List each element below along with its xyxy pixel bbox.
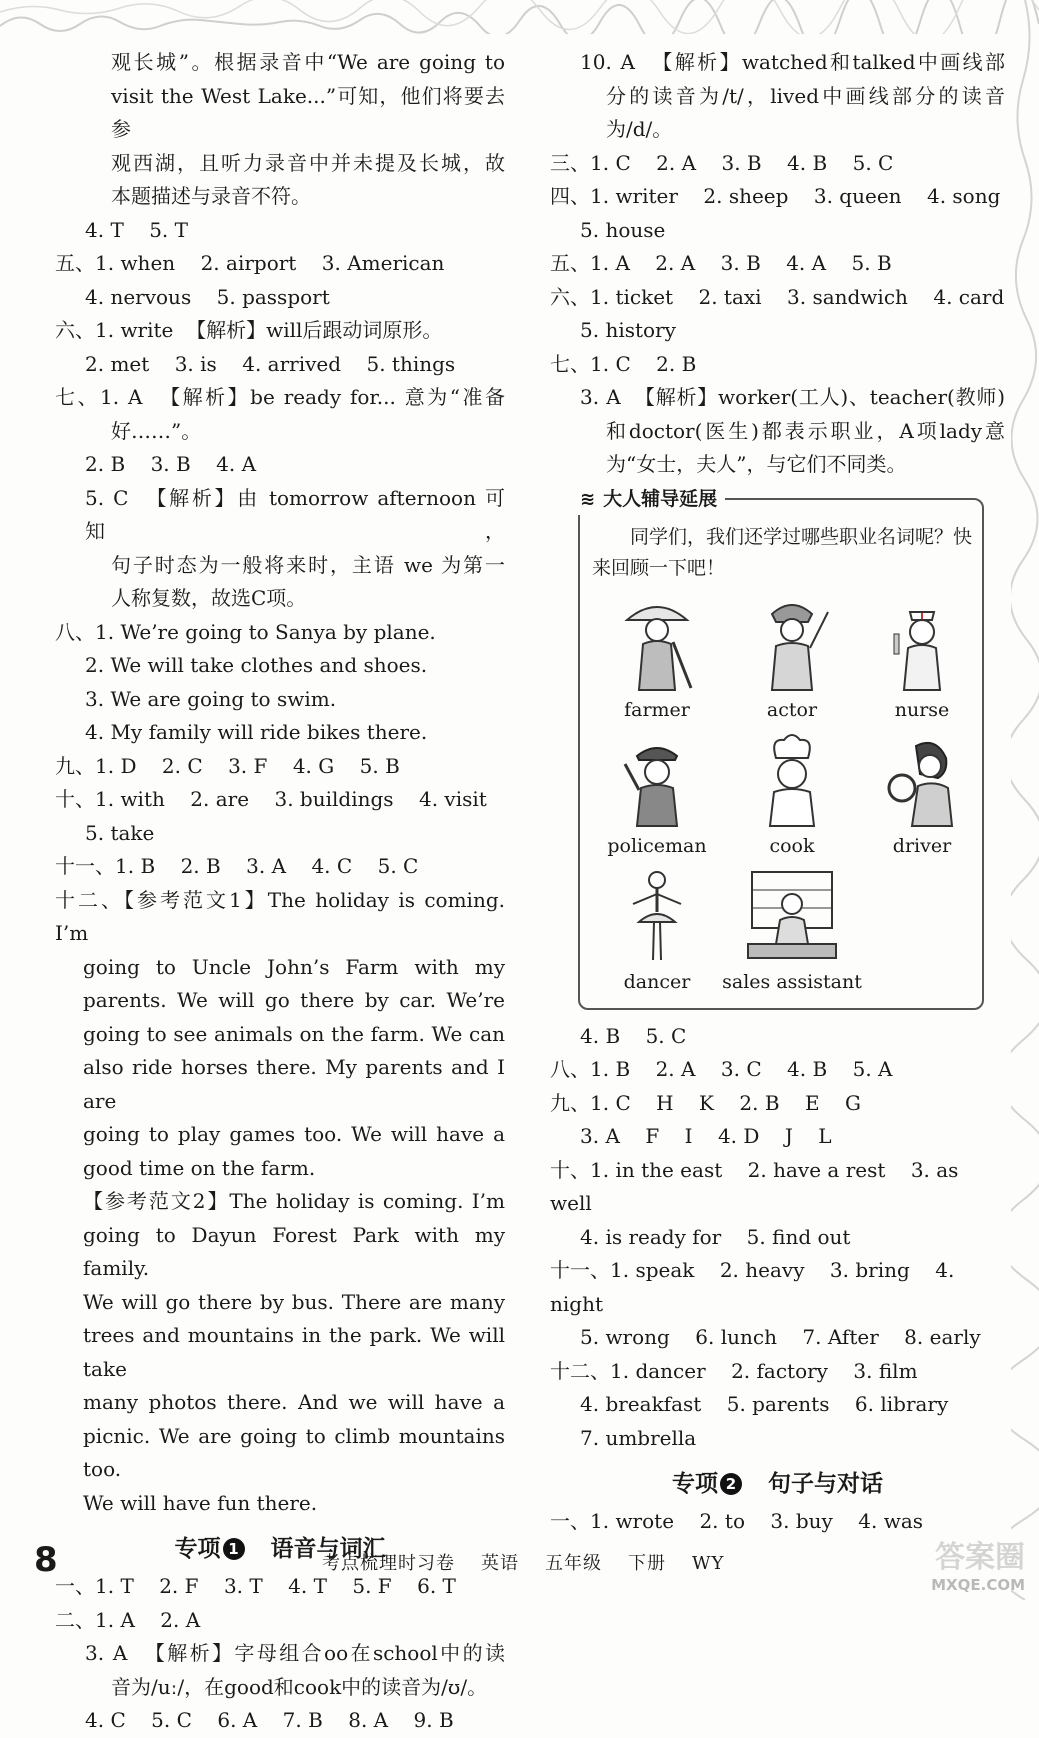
section-prefix: 专项	[672, 1471, 718, 1497]
answer-line: 七、1. C 2. B	[550, 351, 697, 376]
essay-line: We will go there by bus. There are many	[83, 1289, 505, 1314]
essay-line: 【参考范文2】The holiday is coming. I’m	[83, 1189, 505, 1213]
answer-line: 人称复数，故选C项。	[111, 586, 307, 610]
answer-line: 十一、1. speak 2. heavy 3. bring 4. night	[550, 1258, 961, 1316]
footer-term: 下册	[628, 1553, 666, 1574]
farmer-illustration	[607, 592, 707, 692]
footer-edition: WY	[692, 1553, 725, 1574]
essay-line: picnic. We are going to climb mountains too.	[83, 1423, 512, 1481]
answer-line: 3. A 【解析】字母组合oo在school中的读	[85, 1641, 505, 1665]
essay-line: trees and mountains in the park. We will take	[83, 1323, 512, 1381]
answer-line: 为/d/。	[606, 117, 673, 141]
essay-line: We will have fun there.	[83, 1490, 318, 1515]
section-title: 句子与对话	[768, 1471, 883, 1497]
sales-assistant-illustration	[742, 864, 842, 964]
section-number-badge: 1	[223, 1538, 245, 1560]
answer-line: 五、1. A 2. A 3. B 4. A 5. B	[550, 251, 892, 275]
answer-line: 10. A 【解析】watched和talked中画线部	[580, 50, 1005, 74]
essay-line: many photos there. And we will have a	[83, 1390, 505, 1414]
section-prefix: 专项	[174, 1536, 221, 1562]
essay-line: going to Uncle John’s Farm with my	[83, 954, 505, 979]
answer-line: 观西湖，且听力录音中并未提及长城，故	[111, 150, 505, 175]
answer-line: 句子时态为一般将来时，主语 we 为第一	[111, 552, 505, 577]
answer-line: 观长城”。根据录音中“We are going to	[111, 50, 505, 74]
essay-line: 十二、【参考范文1】The holiday is coming. I’m	[55, 887, 512, 945]
occupation-label: nurse	[894, 698, 950, 721]
answer-line: 4. My family will ride bikes there.	[85, 720, 428, 744]
essay-line: going to Dayun Forest Park with my family.	[83, 1222, 512, 1280]
occupation-sales-assistant	[722, 864, 862, 996]
answer-line: 3. We are going to swim.	[85, 686, 337, 711]
top-decorative-border	[0, 0, 1039, 34]
answer-line: 九、1. C H K 2. B E G	[550, 1090, 861, 1115]
occupation-label: cook	[769, 834, 815, 857]
answer-line: 一、1. wrote 2. to 3. buy 4. was	[550, 1509, 924, 1533]
essay-line: parents. We will go there by car. We’re	[83, 988, 505, 1012]
answer-line: 2. B 3. B 4. A	[85, 452, 257, 476]
box-title: ≋ 大人辅导延展	[576, 484, 725, 515]
answer-line: 本题描述与录音不符。	[111, 184, 311, 208]
occupation-label: actor	[766, 698, 818, 721]
occupation-label: policeman	[607, 834, 707, 857]
occupation-label: dancer	[623, 970, 691, 993]
answer-line: 六、1. ticket 2. taxi 3. sandwich 4. card	[550, 284, 1005, 309]
footer-subject: 英语	[481, 1553, 519, 1574]
answer-line: 3. A 【解析】worker(工人)、teacher(教师)	[580, 385, 1005, 409]
occupation-farmer	[592, 592, 722, 724]
answer-line: 5. wrong 6. lunch 7. After 8. early	[580, 1325, 981, 1349]
answer-line: 十、1. with 2. are 3. buildings 4. visit	[55, 787, 487, 811]
essay-line: also ride horses there. My parents and I are	[83, 1055, 512, 1113]
essay-line: good time on the farm.	[83, 1155, 316, 1180]
box-text: 同学们，我们还学过哪些职业名词呢？快来回顾一下吧！	[592, 525, 973, 579]
answer-line: 二、1. A 2. A	[55, 1607, 201, 1632]
footer-book-title: 考点梳理时习卷	[322, 1553, 455, 1574]
occupation-dancer	[592, 864, 722, 996]
answer-line: 四、1. writer 2. sheep 3. queen 4. song	[550, 184, 1001, 208]
waves-icon: ≋	[580, 488, 596, 510]
answer-line: 3. A F I 4. D J L	[580, 1124, 832, 1148]
answer-line: 好……”。	[111, 418, 202, 443]
section-heading-2	[550, 1467, 1005, 1501]
left-column	[55, 46, 512, 1738]
occupation-grid	[592, 592, 972, 996]
answer-line: 4. breakfast 5. parents 6. library	[580, 1392, 949, 1416]
answer-line: 音为/uː/，在good和cook中的读音为/ʊ/。	[111, 1674, 488, 1699]
answer-line: visit the West Lake...”可知，他们将要去参	[111, 83, 505, 141]
driver-illustration	[872, 728, 972, 828]
right-decorative-border	[1011, 0, 1039, 1600]
occupation-actor	[722, 592, 862, 724]
section-number-badge: 2	[720, 1473, 742, 1495]
occupation-policeman	[592, 728, 722, 860]
answer-line: 2. met 3. is 4. arrived 5. things	[85, 351, 456, 376]
answer-line: 十一、1. B 2. B 3. A 4. C 5. C	[55, 854, 419, 878]
essay-line: going to play games too. We will have a	[83, 1122, 505, 1146]
answer-line: 九、1. D 2. C 3. F 4. G 5. B	[55, 753, 400, 778]
answer-line: 五、1. when 2. airport 3. American	[55, 251, 445, 275]
occupation-driver	[862, 728, 982, 860]
section-title: 语音与词汇	[270, 1536, 386, 1562]
nurse-illustration	[872, 592, 972, 692]
answer-line: 分的读音为/t/，lived中画线部分的读音	[606, 83, 1005, 108]
answer-line: 为“女士，夫人”，与它们不同类。	[606, 452, 907, 476]
occupation-cook	[722, 728, 862, 860]
answer-line: 4. nervous 5. passport	[85, 284, 330, 309]
actor-illustration	[742, 592, 842, 692]
page-number: 8	[34, 1540, 58, 1580]
answer-line: 和doctor(医生)都表示职业，A项lady意	[606, 418, 1005, 443]
answer-line: 5. take	[85, 820, 155, 845]
answer-line: 5. C 【解析】由 tomorrow afternoon 可知，	[85, 485, 505, 543]
occupation-label: farmer	[624, 698, 690, 721]
cook-illustration	[742, 728, 842, 828]
occupation-nurse	[862, 592, 982, 724]
answer-line: 六、1. write 【解析】will后跟动词原形。	[55, 318, 443, 342]
answer-line: 十、1. in the east 2. have a rest 3. as well	[550, 1157, 965, 1215]
occupation-label: driver	[892, 834, 952, 857]
answer-line: 2. We will take clothes and shoes.	[85, 653, 428, 677]
footer-grade: 五年级	[545, 1553, 602, 1574]
parent-tutoring-box	[578, 487, 984, 1010]
answer-line: 4. B 5. C	[580, 1023, 687, 1048]
answer-line: 三、1. C 2. A 3. B 4. B 5. C	[550, 150, 894, 175]
footer-book-info	[322, 1551, 750, 1577]
answer-line: 一、1. T 2. F 3. T 4. T 5. F 6. T	[55, 1574, 456, 1598]
answer-line: 七、1. A 【解析】be ready for... 意为“准备	[55, 385, 505, 409]
answer-line: 八、1. B 2. A 3. C 4. B 5. A	[550, 1057, 893, 1081]
occupation-label: sales assistant	[722, 970, 862, 993]
answer-line: 4. is ready for 5. find out	[580, 1224, 851, 1249]
answer-line: 5. house	[580, 217, 666, 242]
answer-line: 5. history	[580, 318, 676, 342]
right-column	[550, 46, 1005, 1539]
dancer-illustration	[607, 864, 707, 964]
answer-line: 4. T 5. T	[85, 217, 188, 242]
answer-line: 十二、1. dancer 2. factory 3. film	[550, 1358, 918, 1383]
essay-line: going to see animals on the farm. We can	[83, 1021, 505, 1046]
answer-line: 八、1. We’re going to Sanya by plane.	[55, 619, 436, 644]
answer-line: 4. C 5. C 6. A 7. B 8. A 9. B	[85, 1708, 454, 1732]
watermark: 答案圈 MXQE.COM	[931, 1540, 1025, 1594]
policeman-illustration	[607, 728, 707, 828]
answer-line: 7. umbrella	[580, 1425, 697, 1450]
